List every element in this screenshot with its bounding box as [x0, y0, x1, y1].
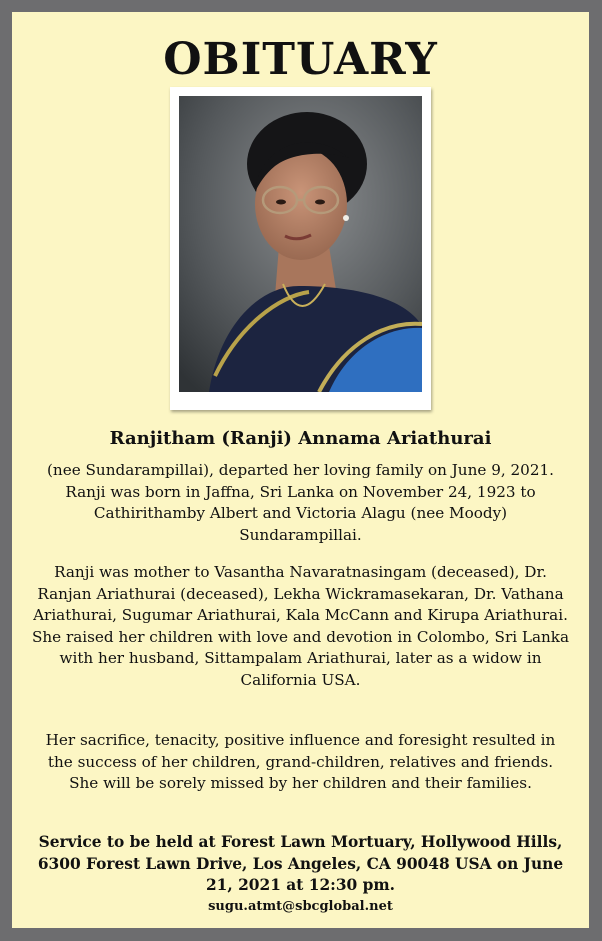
portrait-photo — [179, 96, 422, 392]
obituary-notice — [12, 12, 589, 928]
deceased-name: Ranjitham (Ranji) Annama Ariathurai — [109, 428, 492, 449]
paragraph-family: Ranji was mother to Vasantha Navaratnasingam (deceased), Dr. Ranjan Ariathurai (deceased), Lekha Wickramasekaran, Dr. Vathana Ariathurai, Sugumar Ariathurai, Kala McCann and Kirupa Ariathurai. She raised her children with love and devotion in Colombo, Sri Lanka with her husband, Sittampalam Ariathurai, later as a widow in California USA. — [31, 563, 570, 689]
service-details: Service to be held at Forest Lawn Mortuary, Hollywood Hills, 6300 Forest Lawn Drive, Los Angeles, CA 90048 USA on June 21, 2021 at 12:30 pm. — [37, 833, 564, 894]
notice-title: OBITUARY — [163, 34, 438, 85]
portrait-frame — [170, 87, 431, 410]
paragraph-legacy: Her sacrifice, tenacity, positive influence and foresight resulted in the success of her children, grand-children, relatives and friends. She will be sorely missed by her children and their families. — [45, 731, 556, 792]
paragraph-birth-details: (nee Sundarampillai), departed her loving family on June 9, 2021. Ranji was born in Jaffna, Sri Lanka on November 24, 1923 to Cathirithamby Albert and Victoria Alagu (nee Moody) Sundarampillai. — [47, 461, 554, 544]
contact-email[interactable]: sugu.atmt@sbcglobal.net — [208, 899, 393, 914]
